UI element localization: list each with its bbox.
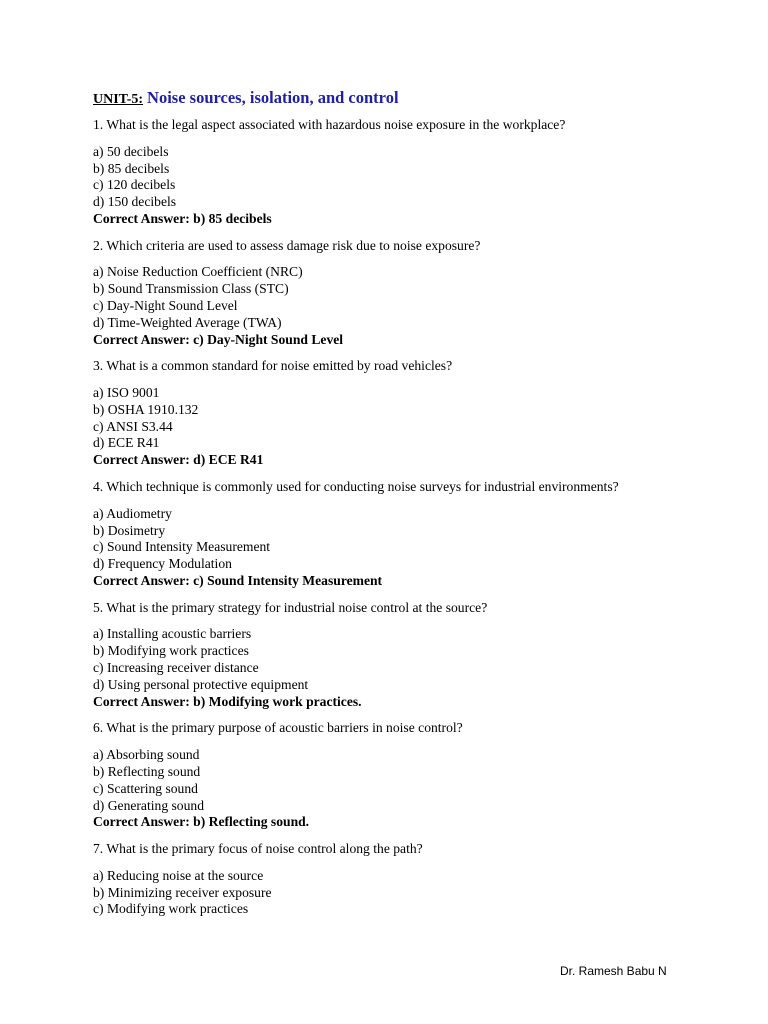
question-text: 1. What is the legal aspect associated with hazardous noise exposure in the workplace? xyxy=(93,117,566,132)
question-block xyxy=(93,600,693,711)
option-b: b) Modifying work practices xyxy=(93,643,249,659)
option-b: b) Dosimetry xyxy=(93,522,166,538)
option-a: a) 50 decibels xyxy=(93,143,169,159)
question-block xyxy=(93,238,693,349)
option-c: c) Increasing receiver distance xyxy=(93,660,259,676)
option-d: d) Time-Weighted Average (TWA) xyxy=(93,314,282,330)
option-b: b) Sound Transmission Class (STC) xyxy=(93,281,289,297)
option-c: c) ANSI S3.44 xyxy=(93,418,173,434)
question-text: 6. What is the primary purpose of acoustic barriers in noise control? xyxy=(93,720,463,736)
option-a: a) Absorbing sound xyxy=(93,747,200,763)
unit-heading xyxy=(93,86,693,110)
option-c: c) Scattering sound xyxy=(93,780,198,796)
question-block xyxy=(93,117,693,228)
option-d: d) 150 decibels xyxy=(93,194,177,210)
option-c: c) Modifying work practices xyxy=(93,901,249,917)
option-b: b) OSHA 1910.132 xyxy=(93,401,199,417)
unit-title: Noise sources, isolation, and control xyxy=(147,88,399,107)
option-a: a) Installing acoustic barriers xyxy=(93,626,252,642)
options-list xyxy=(93,747,693,814)
option-d: d) ECE R41 xyxy=(93,435,160,451)
question-text: 3. What is a common standard for noise emitted by road vehicles? xyxy=(93,358,453,374)
option-d: d) Generating sound xyxy=(93,797,204,813)
options-list xyxy=(93,626,693,693)
question-block xyxy=(93,358,693,469)
options-list xyxy=(93,264,693,331)
footer-author: Dr. Ramesh Babu N xyxy=(560,964,667,978)
question-text: 5. What is the primary strategy for industrial noise control at the source? xyxy=(93,599,488,615)
option-b: b) Reflecting sound xyxy=(93,763,201,779)
correct-answer: Correct Answer: c) Day-Night Sound Level xyxy=(93,331,344,347)
question-block xyxy=(93,720,693,831)
options-list xyxy=(93,868,693,918)
question-text: 4. Which technique is commonly used for conducting noise surveys for industrial environments? xyxy=(93,479,619,495)
options-list xyxy=(93,385,693,452)
document-content xyxy=(93,86,693,918)
option-c: c) Sound Intensity Measurement xyxy=(93,539,271,555)
option-a: a) Noise Reduction Coefficient (NRC) xyxy=(93,264,303,280)
option-c: c) Day-Night Sound Level xyxy=(93,297,238,313)
option-a: a) Reducing noise at the source xyxy=(93,867,264,883)
question-block xyxy=(93,479,693,590)
options-list xyxy=(93,506,693,573)
option-a: a) ISO 9001 xyxy=(93,385,160,401)
correct-answer: Correct Answer: d) ECE R41 xyxy=(93,452,264,468)
question-block xyxy=(93,841,693,918)
correct-answer: Correct Answer: b) Reflecting sound. xyxy=(93,814,310,830)
correct-answer: Correct Answer: b) Modifying work practices. xyxy=(93,693,362,709)
unit-label: UNIT-5: xyxy=(93,92,144,107)
option-d: d) Using personal protective equipment xyxy=(93,676,309,692)
option-c: c) 120 decibels xyxy=(93,177,176,193)
option-b: b) Minimizing receiver exposure xyxy=(93,884,272,900)
correct-answer: Correct Answer: c) Sound Intensity Measurement xyxy=(93,572,383,588)
options-list xyxy=(93,144,693,211)
option-a: a) Audiometry xyxy=(93,505,172,521)
question-text: 7. What is the primary focus of noise control along the path? xyxy=(93,841,423,857)
option-b: b) 85 decibels xyxy=(93,160,170,176)
option-d: d) Frequency Modulation xyxy=(93,556,232,572)
correct-answer: Correct Answer: b) 85 decibels xyxy=(93,210,272,226)
question-text: 2. Which criteria are used to assess damage risk due to noise exposure? xyxy=(93,237,481,253)
